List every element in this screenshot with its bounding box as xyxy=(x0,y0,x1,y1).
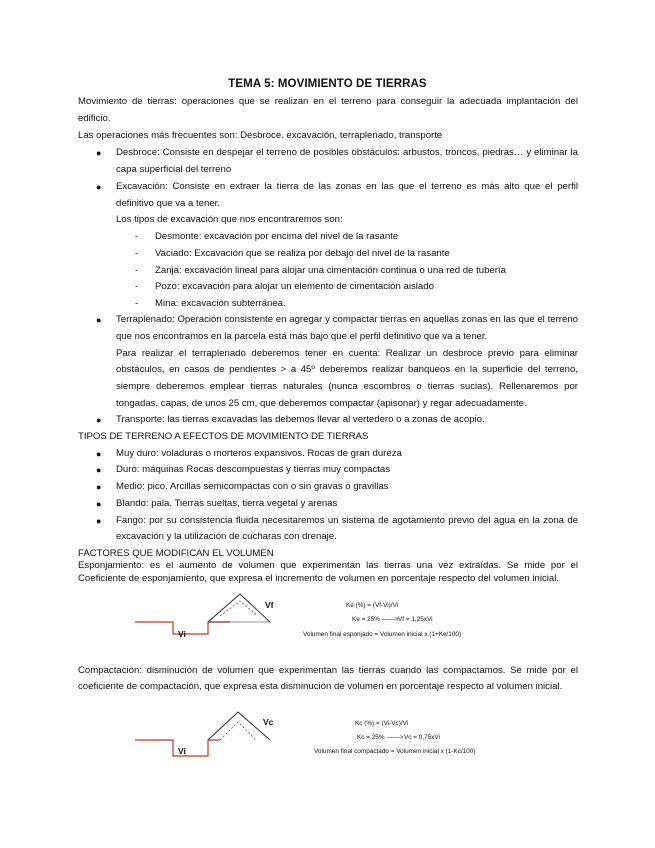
dash-icon: - xyxy=(135,265,139,276)
terraplenado-text: que nos encontramos en la parcela está más bajo que el perfil definitivo que va a tener. xyxy=(116,331,488,342)
spoil-heap-outline xyxy=(208,594,270,622)
bullet-icon: ● xyxy=(96,415,102,425)
spoil-heap-dashed xyxy=(220,601,258,616)
bullet-icon: ● xyxy=(96,315,102,325)
volume-initial-label: Vi xyxy=(178,746,186,756)
intro-line: edificio. xyxy=(78,113,111,124)
terrain-item: Medio: pico. Arcillas semicompactas con o sin gravas o gravillas xyxy=(116,481,389,492)
excavation-type: Mina: excavación subterránea. xyxy=(155,298,286,309)
formula-result: Vf = 1,25xVi xyxy=(398,616,433,623)
esponjamiento-text: Coeficiente de esponjamiento, que expresa el incremento de volumen en porcentaje respecto del volumen inicial. xyxy=(78,573,560,584)
intro-line: Las operaciones más frecuentes son: Desbroce. excavación, terraplenado, transporte xyxy=(78,130,443,141)
desbroce-text: capa superficial del terreno xyxy=(116,164,232,175)
terraplenado-text: Para realizar el terraplenado deberemos tener en cuenta: Realizar un desbroce previo para eliminar xyxy=(116,348,578,359)
terrain-item: Blando: pala. Tierras sueltas, tierra vegetal y arenas xyxy=(116,498,338,509)
transporte-text: Transporte: las tierras excavadas las debemos llevar al vertedero o a zonas de acopio. xyxy=(116,414,485,425)
desbroce-text: Desbroce: Consiste en despejar el terreno de posibles obstáculos: arbustos, troncos, piedras… y eliminar la xyxy=(116,147,578,158)
esponjamiento-text: Esponjamiento: es el aumento de volumen que experimentan las tierras una vez extraídas. Se mide por el xyxy=(78,560,578,571)
esponjamiento-diagram xyxy=(130,588,280,648)
volume-initial-label: Vi xyxy=(178,629,186,639)
excavation-type: Pozo: excavación para alojar un elemento de cimentación aislado xyxy=(155,281,434,292)
excavacion-text: definitivo que va a tener. xyxy=(116,198,221,209)
formula-coefficient: Ke (%) = (Vf-Vi)/Vi xyxy=(346,602,399,609)
terraplenado-text: siempre deberemos emplear tierras naturales (nunca escombros o tierras sucias). Rellenaremos por xyxy=(116,381,578,392)
terraplenado-text: tongadas, capas, de unos 25 cm, que deberemos compactar (apisonar) y regar adecuadamente. xyxy=(116,398,527,409)
formula-value: Kc = 25% xyxy=(357,734,385,741)
volume-compacted-label: Vc xyxy=(263,717,274,727)
section-heading: TIPOS DE TERRENO A EFECTOS DE MOVIMIENTO DE TIERRAS xyxy=(78,431,369,442)
formula-value: Ke = 25% xyxy=(352,616,380,623)
bullet-icon: ● xyxy=(96,499,102,509)
dash-icon: - xyxy=(135,298,139,309)
dash-icon: - xyxy=(135,248,139,259)
volume-final-label: Vf xyxy=(265,600,274,610)
excavacion-text: Excavación: Consiste en extraer la tierra de las zonas en las que el terreno es más alto que el perfil xyxy=(116,181,578,192)
formula-final: Volumen final compactado = Volumen inicial x (1-Kc/100) xyxy=(314,748,476,755)
page-title: TEMA 5: MOVIMIENTO DE TIERRAS xyxy=(228,78,427,90)
section-heading: FACTORES QUE MODIFICAN EL VOLUMEN xyxy=(78,548,274,559)
bullet-icon: ● xyxy=(96,465,102,475)
terraplenado-text: Terraplenado: Operación consistente en agregar y compactar tierras en aquellas zonas en las que el terreno xyxy=(116,314,578,325)
formula-result: Vc = 0,75xVi xyxy=(404,734,440,741)
intro-line: Movimiento de tierras: operaciones que se realizan en el terreno para conseguir la adecuada implantación del xyxy=(78,96,578,107)
dash-icon: - xyxy=(135,231,139,242)
formula-coefficient: Kc (%) = (Vi-Vc)/Vi xyxy=(355,720,409,727)
bullet-icon: ● xyxy=(96,148,102,158)
compactacion-text: Compactación: disminución de volumen que experimentan las tierras cuando las compactamos. Se mide por el xyxy=(78,665,578,676)
excavacion-text: Los tipos de excavación que nos encontraremos son: xyxy=(116,214,343,225)
compactacion-diagram xyxy=(130,706,280,766)
compactacion-text: coeficiente de compactación, que expresa esta disminución de volumen en porcentaje respecto al volumen inicial. xyxy=(78,681,563,692)
fango-text: Fango: por su consistencia fluida necesitaremos un sistema de agotamiento previo del agua en la zona de xyxy=(116,515,578,526)
excavation-type: Zanja: excavación lineal para alojar una cimentación continua o una red de tubería xyxy=(155,265,506,276)
fango-text: excavación y la utilización de cucharas con drenaje. xyxy=(116,531,337,542)
terrain-item: Muy duro: voladuras o morteros expansivos. Rocas de gran dureza xyxy=(116,448,402,459)
formula-final: Volumen final esponjado = Volumen inicial x (1+Ke/100) xyxy=(303,631,462,638)
bullet-icon: ● xyxy=(96,449,102,459)
excavation-type: Vaciado: Excavación que se realiza por debajo del nivel de la rasante xyxy=(155,248,450,259)
terraplenado-text: obstáculos, en casos de pendientes > a 45º deberemos realizar banqueos en la superficie del terreno, xyxy=(116,364,578,375)
bullet-icon: ● xyxy=(96,482,102,492)
excavation-type: Desmonte: excavación por encima del nivel de la rasante xyxy=(155,231,399,242)
arrow-icon: ——> xyxy=(382,616,399,623)
dash-icon: - xyxy=(135,281,139,292)
compacted-heap-dashed xyxy=(220,722,256,740)
terrain-item: Duro: máquinas Rocas descompuestas y tierras muy compactas xyxy=(116,464,391,475)
arrow-icon: ——> xyxy=(387,734,404,741)
bullet-icon: ● xyxy=(96,182,102,192)
bullet-icon: ● xyxy=(96,516,102,526)
compacted-heap-outline xyxy=(208,712,270,740)
